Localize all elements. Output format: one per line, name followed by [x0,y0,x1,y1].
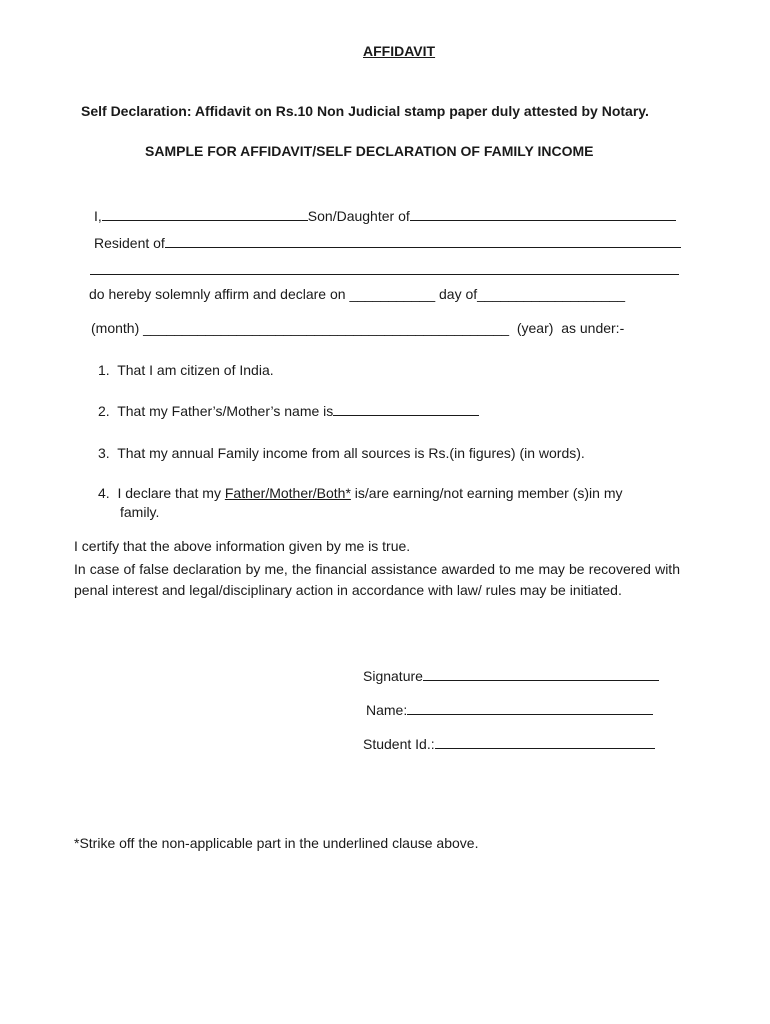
list-item [98,402,479,419]
student-id-blank[interactable] [435,735,655,749]
affirm-line [89,286,625,302]
applicant-name-blank[interactable] [102,207,308,221]
item-number: 1. [98,362,110,378]
residence-blank[interactable] [165,234,681,248]
certify-statement: I certify that the above information given by me is true. [74,538,411,554]
name-line [366,701,653,718]
list-item [98,445,585,461]
name-blank[interactable] [407,701,653,715]
list-item [98,485,622,501]
signature-blank[interactable] [423,667,659,681]
underlined-clause: Father/Mother/Both* [224,485,351,501]
item-number: 2. [98,403,110,419]
signature-line [363,667,659,684]
day-of-label: day of [439,286,478,302]
name-label: Name: [366,702,408,718]
list-item-continuation: family. [120,504,160,520]
day-blank[interactable]: ___________________ [477,286,626,302]
item-number: 3. [98,445,110,461]
student-id-line [363,735,655,752]
footnote: *Strike off the non-applicable part in the underlined clause above. [74,835,479,851]
signature-label: Signature [363,668,423,684]
as-under-label: as under:- [561,320,625,336]
parent-name-blank[interactable] [410,207,676,221]
month-blank[interactable]: _______________________________________________ [143,320,510,336]
affirm-prefix: do hereby solemnly affirm and declare on [89,286,346,302]
resident-label: Resident of [94,235,165,251]
month-label: (month) [91,320,140,336]
item-text: That my Father’s/Mother’s name is [117,403,334,419]
item-text-pre: I declare that my [117,485,225,501]
son-daughter-label: Son/Daughter of [307,208,410,224]
item-text-post: is/are earning/not earning member (s)in my [350,485,623,501]
year-label: (year) [516,320,554,336]
student-id-label: Student Id.: [363,736,435,752]
i-label: I, [94,208,102,224]
parent-name-field-blank[interactable] [333,402,479,416]
item-number: 4. [98,485,110,501]
intro-line-name [94,207,676,224]
address-continuation-blank[interactable] [90,274,679,275]
sample-heading: SAMPLE FOR AFFIDAVIT/SELF DECLARATION OF FAMILY INCOME [145,143,594,159]
month-year-line [91,320,624,336]
document-subtitle: Self Declaration: Affidavit on Rs.10 Non Judicial stamp paper duly attested by Notary. [81,103,649,119]
intro-line-resident [94,234,681,251]
list-item [98,362,274,378]
item-text: That I am citizen of India. [117,362,274,378]
false-declaration-paragraph: In case of false declaration by me, the financial assistance awarded to me may be recovered with penal interest and legal/disciplinary action in accordance with law/ rules may be initiated. [74,561,680,598]
document-title: AFFIDAVIT [363,43,436,59]
item-text: That my annual Family income from all sources is Rs.(in figures) (in words). [117,445,585,461]
affirm-date-blank[interactable]: ___________ [349,286,436,302]
